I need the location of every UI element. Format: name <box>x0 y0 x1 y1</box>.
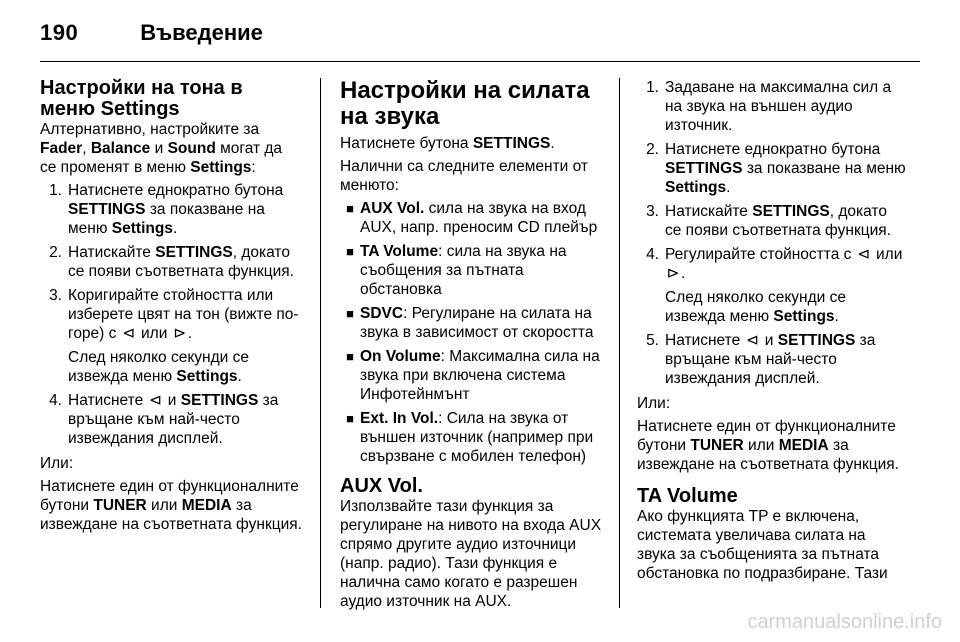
bullet-icon: ■ <box>346 201 354 216</box>
paragraph: Налични са следните елементи от менюто: <box>340 158 589 194</box>
list-item: 4. Натиснете ⊲ и SETTINGS за връщане към най-често извеждания дисплей. <box>49 392 279 447</box>
list-item: 3. Коригирайте стойността или изберете цвят на тон (вижте по-горе) с ⊲ или ⊳. <box>49 287 299 342</box>
outro-paragraph: Натиснете един от функционалните бутони TUNER или MEDIA за извеждане на съответната функция. <box>40 478 302 533</box>
list-item: 1. Задаване на максимална сил а на звука на външен аудио източник. <box>646 79 892 134</box>
bullet-list <box>340 199 602 466</box>
left-arrow-icon: ⊲ <box>149 392 162 409</box>
section-heading: Настройки на силата на звука <box>340 77 590 130</box>
list-item: ■ AUX Vol. сила на звука на вход AUX, напр. преносим CD плейър <box>340 199 602 237</box>
left-arrow-icon: ⊲ <box>857 246 871 263</box>
paragraph: Натиснете бутона SETTINGS. <box>340 135 555 152</box>
section-heading: Настройки на тона в меню Settings <box>40 77 243 120</box>
bullet-icon: ■ <box>346 306 354 321</box>
list-item: 2. Натискайте SETTINGS, докато се появи съответната функция. <box>49 244 294 280</box>
list-item: 3. Натискайте SETTINGS, докато се появи съответната функция. <box>646 203 891 239</box>
steps-list <box>637 78 907 388</box>
column-3 <box>637 78 907 587</box>
left-arrow-icon: ⊲ <box>746 332 759 349</box>
list-item: ■ Ext. In Vol.: Сила на звука от външен източник (например при свързване с мобилен телефон) <box>340 409 602 466</box>
page-header <box>40 18 263 48</box>
watermark: carmanualsonline.info <box>747 611 942 633</box>
column-divider-2 <box>619 78 620 608</box>
or-text: Или: <box>637 395 671 412</box>
list-item: 5. Натиснете ⊲ и SETTINGS за връщане към най-често извеждания дисплей. <box>646 332 876 387</box>
list-item-note: След няколко секунди се извежда меню Settings. <box>665 289 846 325</box>
page-number: 190 <box>40 20 79 45</box>
steps-list <box>40 181 302 448</box>
list-item: 1. Натиснете еднократно бутона SETTINGS за показване на меню Settings. <box>49 182 284 237</box>
list-item: 4. Регулирайте стойността с ⊲ или ⊳. <box>646 246 903 282</box>
list-item: ■ TA Volume: сила на звука на съобщения за пътната обстановка <box>340 242 602 299</box>
subsection-heading: AUX Vol. <box>340 475 423 497</box>
list-item-note: След няколко секунди се извежда меню Settings. <box>68 349 249 385</box>
paragraph: Ако функцията TP е включена, системата увеличава силата на звука за съобщенията за пътната обстановка по подразбиране. Тази <box>637 508 888 582</box>
subsection-heading: TA Volume <box>637 485 738 507</box>
bullet-icon: ■ <box>346 411 354 426</box>
column-1 <box>40 78 302 538</box>
intro-paragraph: Алтернативно, настройките за Fader, Balance и Sound могат да се променят в меню Settings: <box>40 121 283 176</box>
column-divider-1 <box>320 78 321 608</box>
list-item: 2. Натиснете еднократно бутона SETTINGS за показване на меню Settings. <box>646 141 906 196</box>
header-divider <box>40 61 920 62</box>
right-arrow-icon: ⊳ <box>173 325 187 342</box>
paragraph: Използвайте тази функция за регулиране на нивото на входа AUX спрямо другите аудио източници (напр. радио). Тази функция е налична само когато е разрешен аудио източник на AUX. <box>340 498 602 610</box>
or-text: Или: <box>40 455 74 472</box>
bullet-icon: ■ <box>346 349 354 364</box>
bullet-icon: ■ <box>346 244 354 259</box>
left-arrow-icon: ⊲ <box>122 325 136 342</box>
outro-paragraph: Натиснете един от функционалните бутони TUNER или MEDIA за извеждане на съответната функция. <box>637 418 899 473</box>
list-item: ■ SDVC: Регулиране на силата на звука в зависимост от скоростта <box>340 304 602 342</box>
column-2 <box>340 78 602 615</box>
list-item: ■ On Volume: Максимална сила на звука при включена система Инфотейнмънт <box>340 347 602 404</box>
right-arrow-icon: ⊳ <box>666 265 680 282</box>
page-title: Въведение <box>140 20 263 45</box>
